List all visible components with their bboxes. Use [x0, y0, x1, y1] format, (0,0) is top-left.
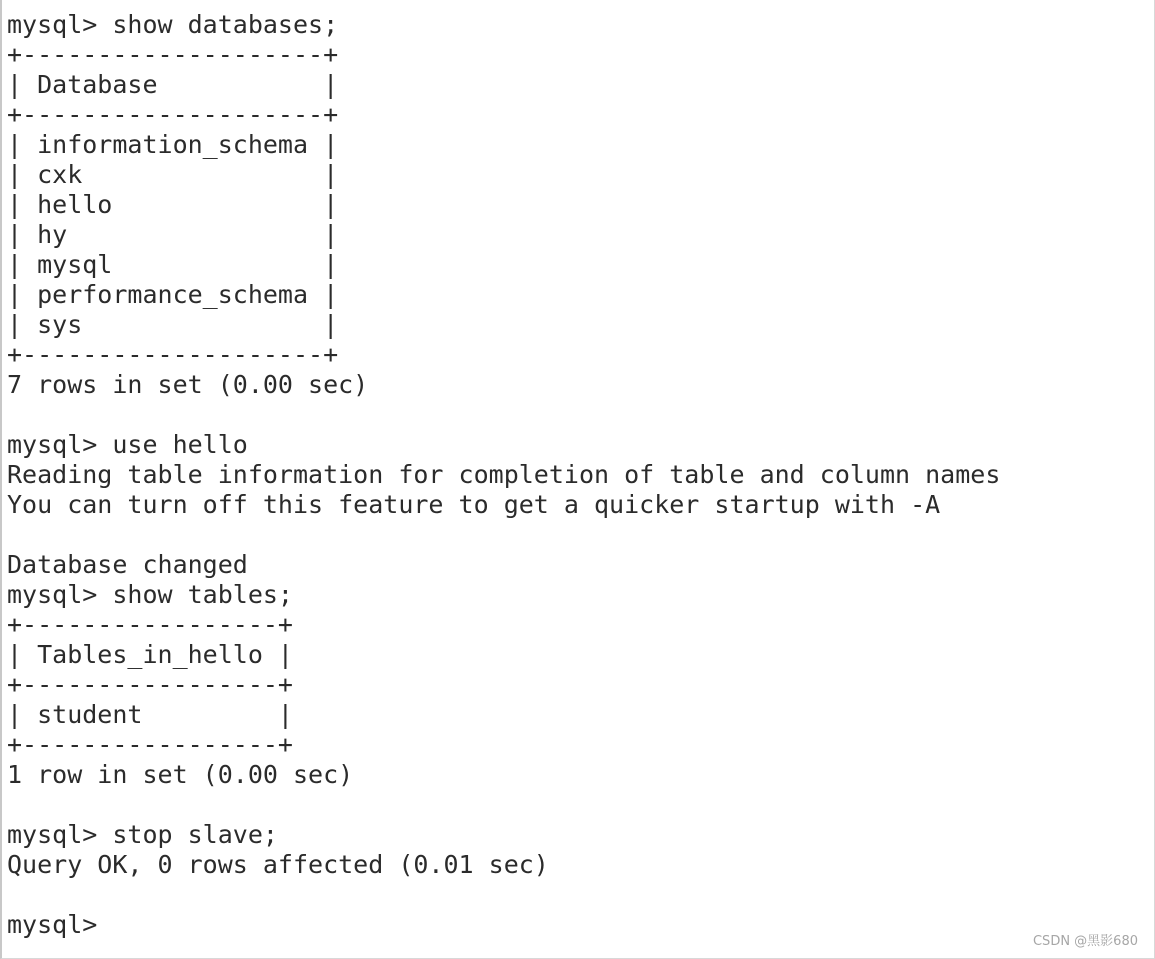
command-line: mysql> show tables; [7, 580, 293, 609]
table-border: +--------------------+ [7, 340, 339, 369]
table-header: | Database | [7, 70, 339, 99]
table-row: | performance_schema | [7, 280, 339, 309]
table-border: +-----------------+ [7, 670, 293, 699]
output-message: Reading table information for completion of table and column names [7, 460, 1001, 489]
command-line: mysql> use hello [7, 430, 248, 459]
command-line: mysql> show databases; [7, 10, 339, 39]
output-message: Query OK, 0 rows affected (0.01 sec) [7, 850, 549, 879]
table-row: | hy | [7, 220, 339, 249]
table-row: | information_schema | [7, 130, 339, 159]
blank-line [7, 790, 1000, 820]
table-header: | Tables_in_hello | [7, 640, 293, 669]
output-message: Database changed [7, 550, 248, 579]
table-row: | hello | [7, 190, 339, 219]
result-summary: 7 rows in set (0.00 sec) [7, 370, 369, 399]
command-line: mysql> stop slave; [7, 820, 278, 849]
command-prompt[interactable]: mysql> [7, 910, 98, 939]
table-border: +--------------------+ [7, 100, 339, 129]
terminal-output [7, 10, 1000, 940]
table-border: +-----------------+ [7, 610, 293, 639]
table-border: +-----------------+ [7, 730, 293, 759]
table-row: | student | [7, 700, 293, 729]
table-row: | mysql | [7, 250, 339, 279]
blank-line [7, 400, 1000, 430]
output-message: You can turn off this feature to get a quicker startup with -A [7, 490, 941, 519]
result-summary: 1 row in set (0.00 sec) [7, 760, 354, 789]
blank-line [7, 880, 1000, 910]
blank-line [7, 520, 1000, 550]
table-row: | cxk | [7, 160, 339, 189]
table-border: +--------------------+ [7, 40, 339, 69]
table-row: | sys | [7, 310, 339, 339]
watermark: CSDN @黑影680 [1032, 934, 1138, 949]
